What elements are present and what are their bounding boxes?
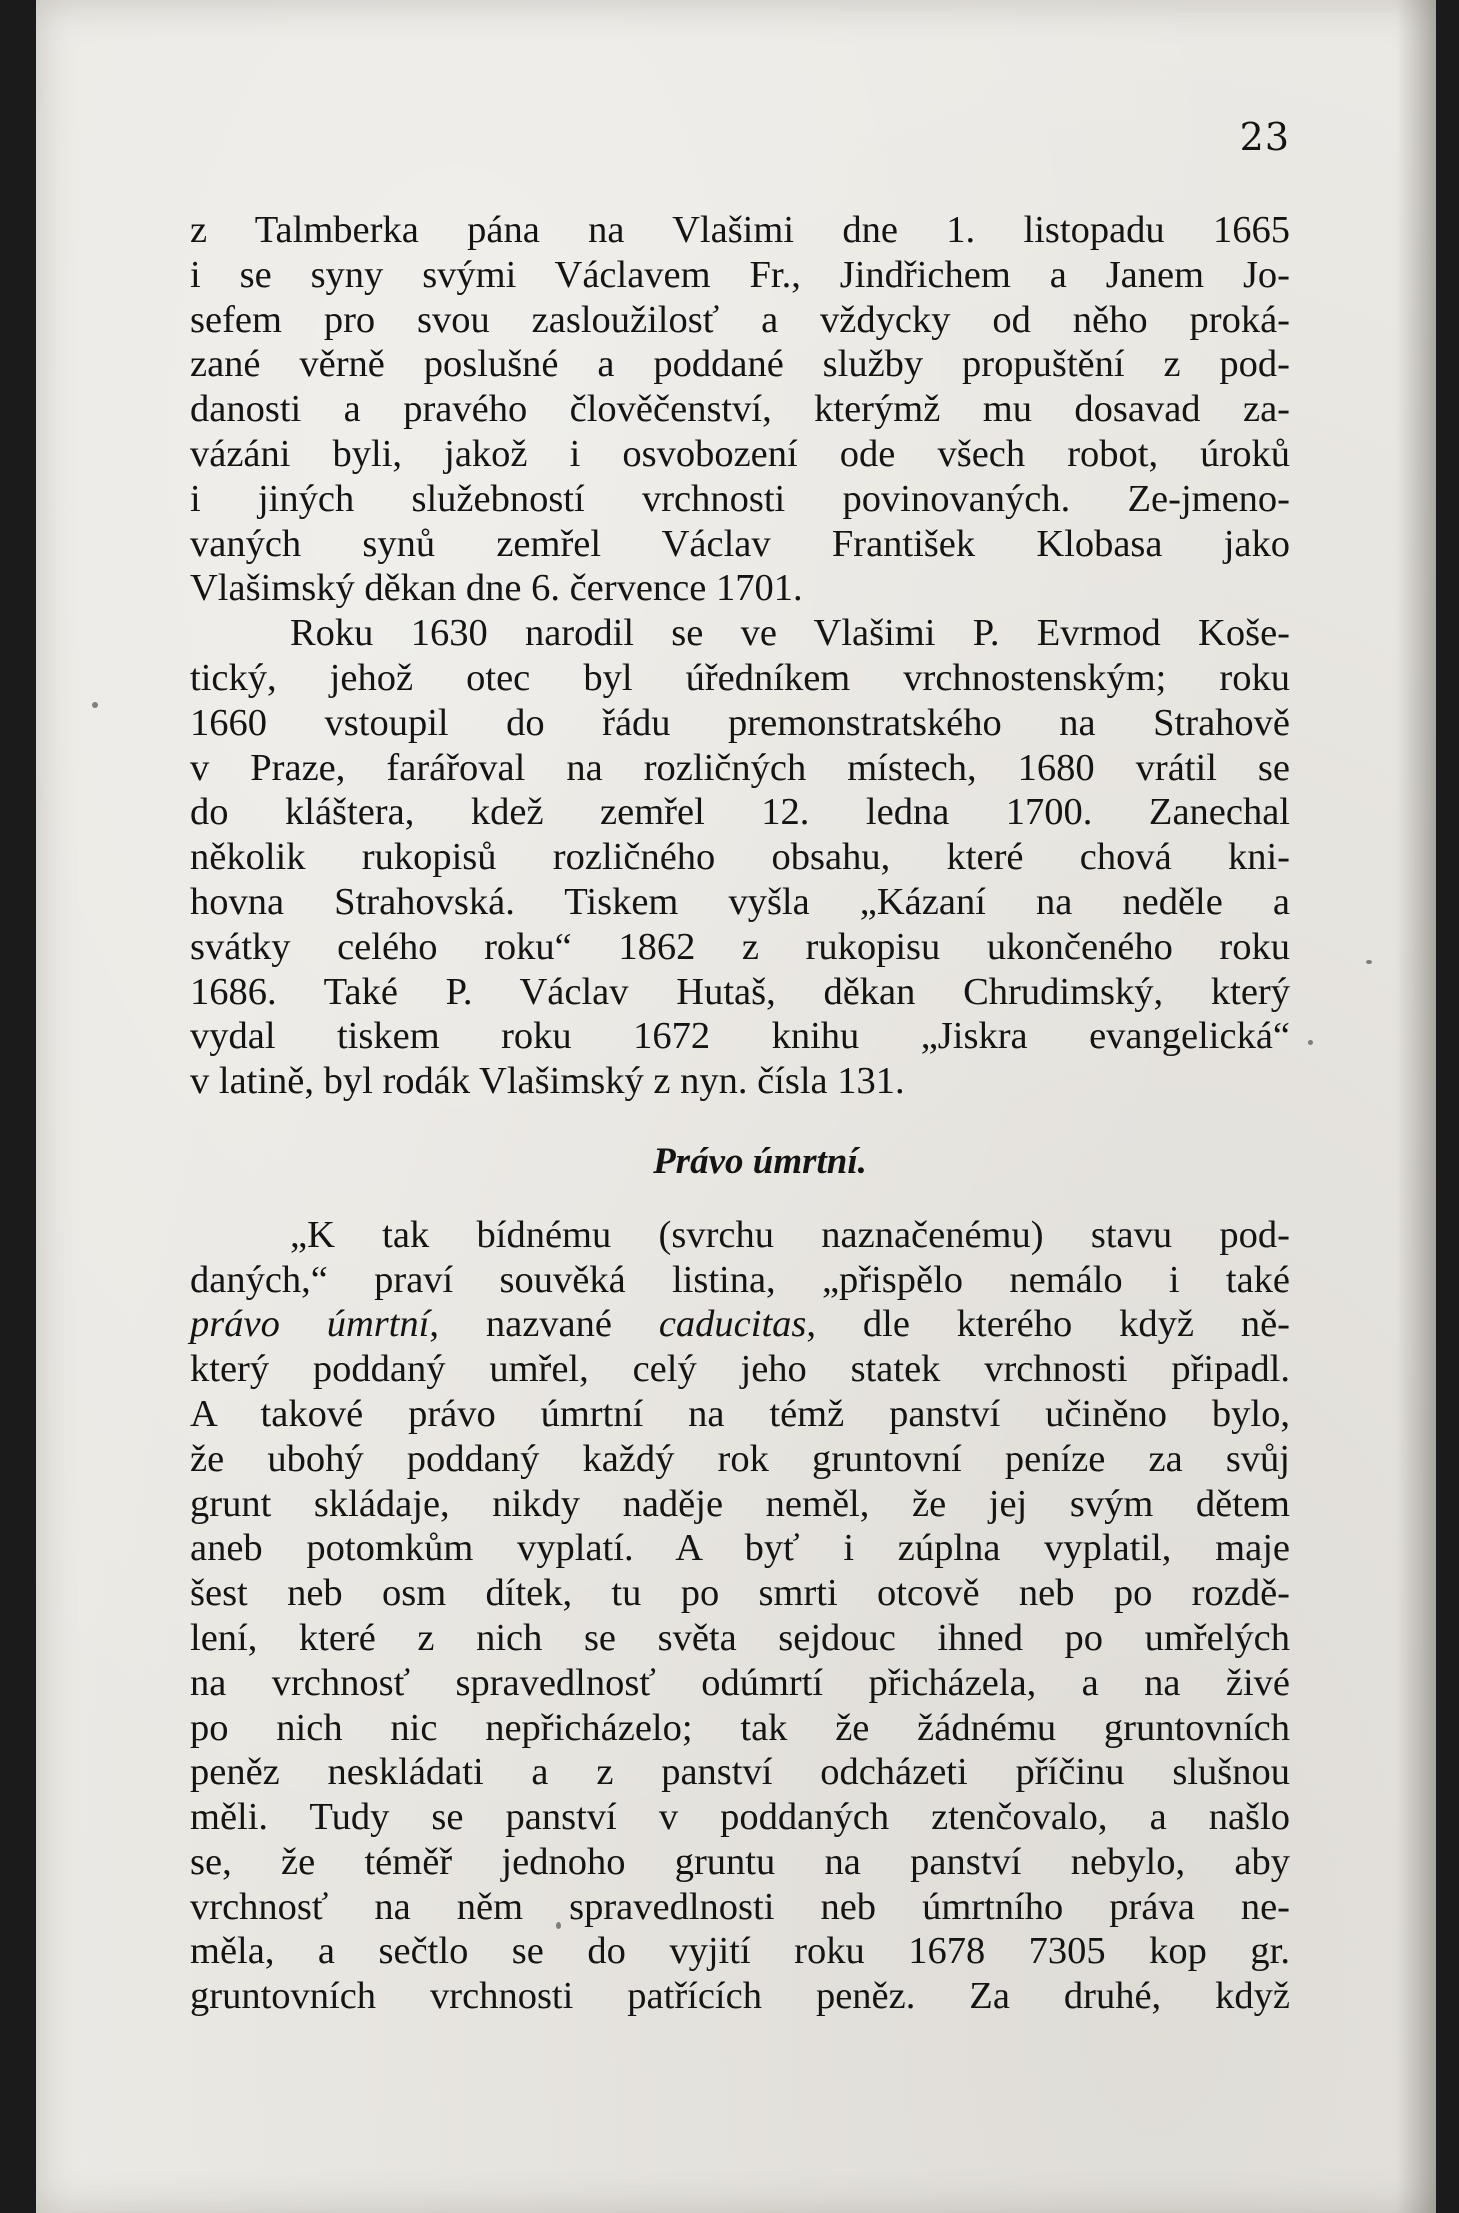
section-heading: Právo úmrtní. [653, 1140, 867, 1182]
ink-speck [1308, 1040, 1313, 1045]
ink-speck [1366, 960, 1372, 964]
text-line: i se syny svými Václavem Fr., Jindřichem a Janem Jo- [190, 253, 1290, 296]
text-line: Roku 1630 narodil se ve Vlašimi P. Evrmod Koše- [290, 612, 1290, 655]
text-line: se, že téměř jednoho gruntu na panství nebylo, aby [190, 1840, 1290, 1883]
text-line: na vrchnosť spravedlnosť odúmrtí přicházela, a na živé [190, 1661, 1290, 1704]
paragraph-2 [190, 611, 1290, 1104]
term-caducitas: caducitas [658, 1303, 807, 1346]
text-line: daných,“ praví souvěká listina, „přispělo nemálo i také [190, 1258, 1290, 1301]
text-line: svátky celého roku“ 1862 z rukopisu ukončeného roku [190, 925, 1290, 968]
text-line: lení, které z nich se světa sejdouc ihned po umřelých [190, 1616, 1290, 1659]
text-line: „K tak bídnému (svrchu naznačenému) stavu pod- [290, 1213, 1290, 1256]
text-fragment: , nazvané [429, 1303, 659, 1346]
text-line: gruntovních vrchnosti patřících peněz. Za druhé, když [190, 1975, 1290, 2018]
text-line: po nich nic nepřicházelo; tak že žádnému gruntovních [190, 1706, 1290, 1749]
text-line: peněz neskládati a z panství odcházeti příčinu slušnou [190, 1751, 1290, 1794]
paragraph-1 [190, 208, 1290, 611]
text-fragment: , dle kterého když ně- [806, 1303, 1290, 1346]
page-number: 23 [1239, 115, 1290, 159]
text-line: který poddaný umřel, celý jeho statek vrchnosti připadl. [190, 1348, 1290, 1391]
text-line: grunt skládaje, nikdy naděje neměl, že jej svým dětem [190, 1482, 1290, 1525]
text-line: vázáni byli, jakož i osvobození ode všech robot, úroků [190, 432, 1290, 475]
text-line: v Praze, farářoval na rozličných místech, 1680 vrátil se [190, 746, 1290, 789]
text-line: A takové právo úmrtní na témž panství učiněno bylo, [190, 1392, 1290, 1435]
text-line: danosti a pravého člověčenství, kterýmž mu dosavad za- [190, 388, 1290, 431]
text-line: hovna Strahovská. Tiskem vyšla „Kázaní na neděle a [190, 880, 1290, 923]
text-line: Vlašimský děkan dne 6. července 1701. [190, 567, 803, 610]
text-line: vaných synů zemřel Václav František Klobasa jako [190, 522, 1290, 565]
text-line: měli. Tudy se panství v poddaných ztenčovalo, a našlo [190, 1796, 1290, 1839]
text-line: v latině, byl rodák Vlašimský z nyn. čísla 131. [190, 1060, 905, 1103]
page-edge-shadow [1396, 0, 1436, 2213]
text-line: měla, a sečtlo se do vyjití roku 1678 7305 kop gr. [190, 1930, 1290, 1973]
text-line: zané věrně poslušné a poddané služby propuštění z pod- [190, 343, 1290, 386]
paragraph-3 [190, 1213, 1290, 2019]
text-line: vydal tiskem roku 1672 knihu „Jiskra evangelická“ [190, 1015, 1290, 1058]
text-line: 1686. Také P. Václav Hutaš, děkan Chrudimský, který [190, 970, 1290, 1013]
text-line: aneb potomkům vyplatí. A byť i zúplna vyplatil, maje [190, 1527, 1290, 1570]
text-line: sefem pro svou zasloužilosť a vždycky od něho proká- [190, 298, 1290, 341]
ink-speck [92, 702, 98, 708]
text-line: 1660 vstoupil do řádu premonstratského na Strahově [190, 701, 1290, 744]
text-line: z Talmberka pána na Vlašimi dne 1. listopadu 1665 [190, 209, 1290, 251]
term-pravo-umrtni: právo úmrtní [190, 1303, 430, 1346]
text-line: že ubohý poddaný každý rok gruntovní peníze za svůj [190, 1437, 1290, 1480]
text-line: tický, jehož otec byl úředníkem vrchnostenským; roku [190, 656, 1290, 699]
text-line: do kláštera, kdež zemřel 12. ledna 1700. Zanechal [190, 791, 1290, 834]
text-line-mixed [190, 1302, 1290, 1347]
text-line: několik rukopisů rozličného obsahu, které chová kni- [190, 836, 1290, 879]
body-text [190, 208, 1290, 2019]
text-line: šest neb osm dítek, tu po smrti otcově neb po rozdě- [190, 1572, 1290, 1615]
text-line: i jiných služebností vrchnosti povinovaných. Ze-jmeno- [190, 477, 1290, 520]
text-line: vrchnosť na něm spravedlnosti neb úmrtního práva ne- [190, 1885, 1290, 1928]
